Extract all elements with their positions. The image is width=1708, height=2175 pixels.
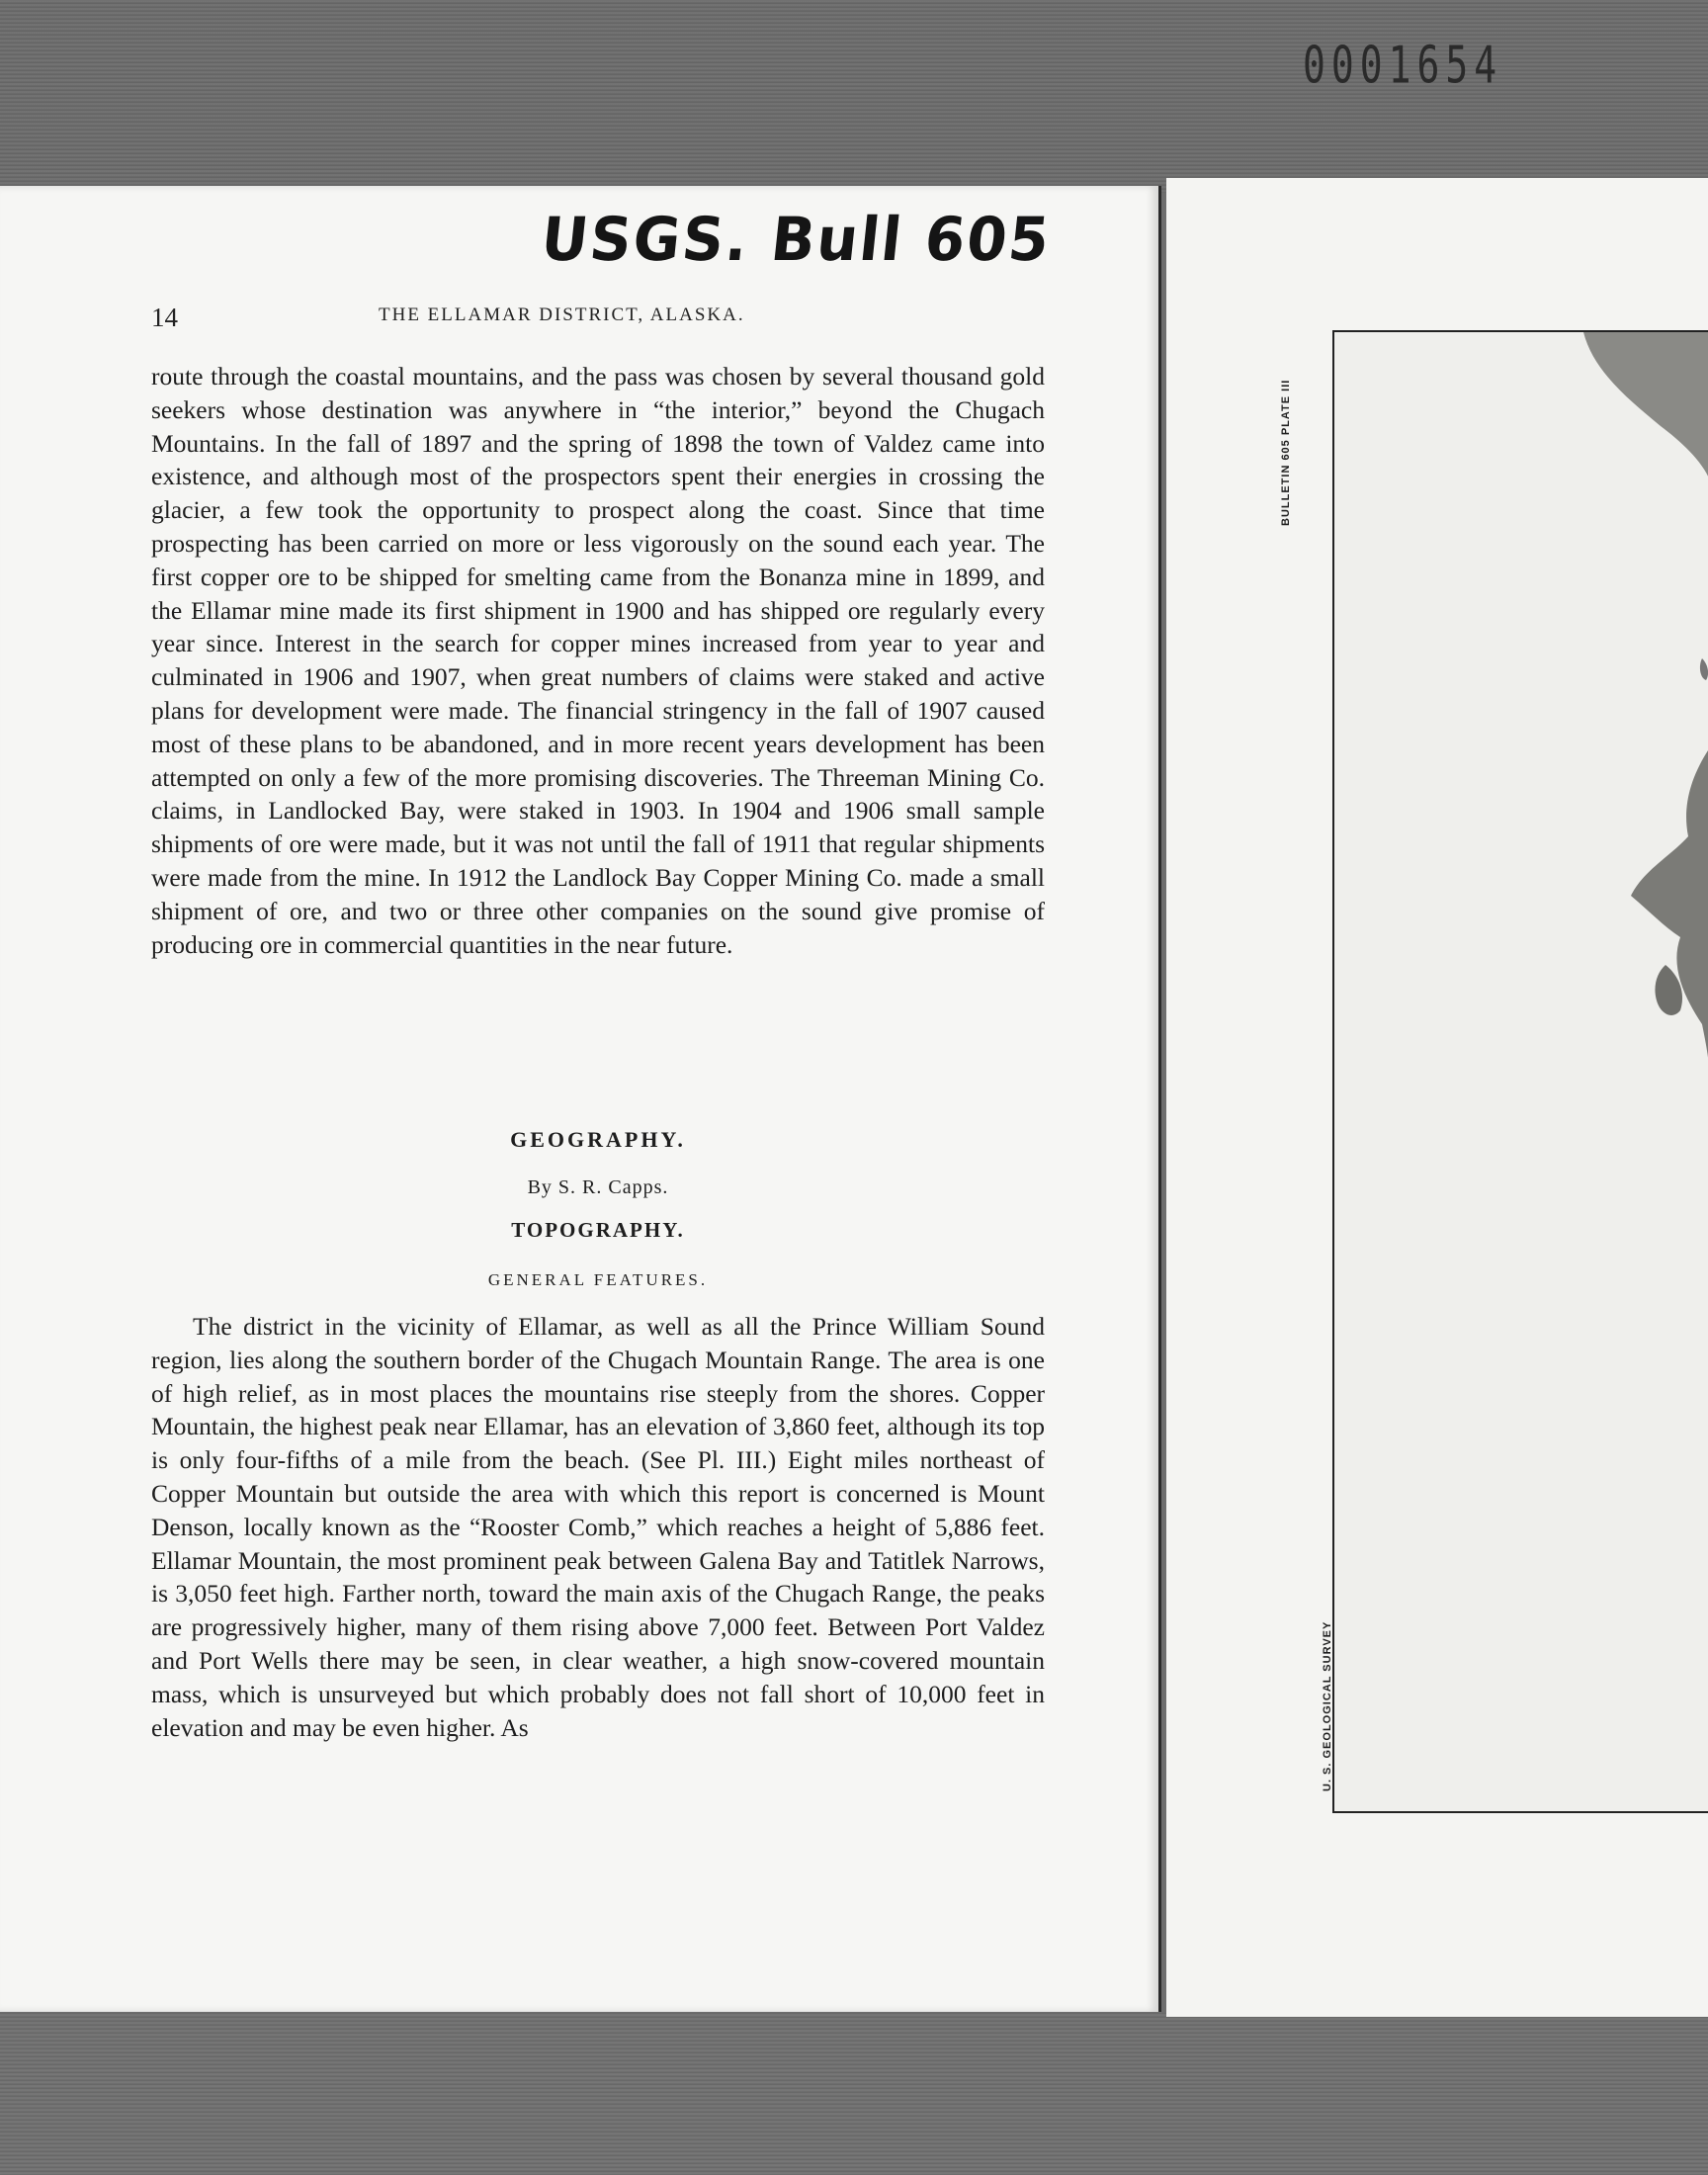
coastline-small <box>1700 658 1708 680</box>
page-number: 14 <box>151 303 178 332</box>
coastline-mid <box>1631 747 1708 1084</box>
plate-map-frame <box>1332 330 1708 1813</box>
archive-stamp-number: 0001654 <box>1303 36 1503 95</box>
coastline-top <box>1583 332 1708 480</box>
body-paragraph-2: The district in the vicinity of Ellamar, as well as all the Prince William Sound region, lies along the southern border of the Chugach Mountain Range. The area is one of high relief, as in most places the mountains rise steeply from the shores. Copper Mountain, the highest peak near Ellamar, has an elevation of 3,860 feet, although its top is only four-fifths of a mile from the beach. (See Pl. III.) Eight miles northeast of Copper Mountain but outside the area with which this report is concerned is Mount Denson, locally known as the “Rooster Comb,” which reaches a height of 5,886 feet. Ellamar Mountain, the most prominent peak between Galena Bay and Tatitlek Narrows, is 3,050 feet high. Farther north, toward the main axis of the Chugach Range, the peaks are progressively higher, many of them rising above 7,000 feet. Between Port Valdez and Port Wells there may be seen, in clear weather, a high snow-covered mountain mass, which is unsurveyed but which probably does not fall short of 10,000 feet in elevation and may be even higher. As <box>151 1312 1045 1742</box>
running-head: THE ELLAMAR DISTRICT, ALASKA. <box>379 304 745 325</box>
section-heading-geography: GEOGRAPHY. <box>510 1127 686 1152</box>
subsection-heading-topography: TOPOGRAPHY. <box>511 1218 685 1242</box>
scan-background-top <box>0 0 1708 193</box>
body-paragraph-1: route through the coastal mountains, and the pass was chosen by several thousand gold seekers whose destination was anywhere in “the interior,” beyond the Chugach Mountains. In the fall of 1897 and the spring of 1898 the town of Valdez came into existence, and although most of the prospectors spent their energies in crossing the glacier, a few took the opportunity to prospect along the coast. Since that time prospecting has been carried on more or less vigorously on the sound each year. The first copper ore to be shipped for smelting came from the Bonanza mine in 1899, and the Ellamar mine made its first shipment in 1900 and has shipped ore regularly every year since. Interest in the search for copper mines increased from year to year and culminated in 1906 and 1907, when great numbers of claims were staked and active plans for development were made. The financial stringency in the fall of 1907 caused most of these plans to be abandoned, and in more recent years development has been attempted on only a few of the more promising discoveries. The Threeman Mining Co. claims, in Landlocked Bay, were staked in 1903. In 1904 and 1906 small sample shipments of ore were made, but it was not until the fall of 1911 that regular shipments were made from the mine. In 1912 the Landlock Bay Copper Mining Co. made a small shipment of ore, and two or three other companies on the sound give promise of producing ore in commercial quantities in the near future. <box>151 362 1045 959</box>
plate-top-label: BULLETIN 605 PLATE III <box>1280 379 1292 526</box>
handwritten-annotation: USGS. Bull 605 <box>538 204 1055 275</box>
section-author: By S. R. Capps. <box>527 1176 669 1198</box>
plate-survey-label: U. S. GEOLOGICAL SURVEY <box>1322 1620 1333 1791</box>
coastline-map-fragment <box>1334 332 1708 1811</box>
scan-background-bottom <box>0 2012 1708 2175</box>
subsection-heading-general-features: GENERAL FEATURES. <box>487 1270 709 1289</box>
island-fragment <box>1655 965 1682 1015</box>
